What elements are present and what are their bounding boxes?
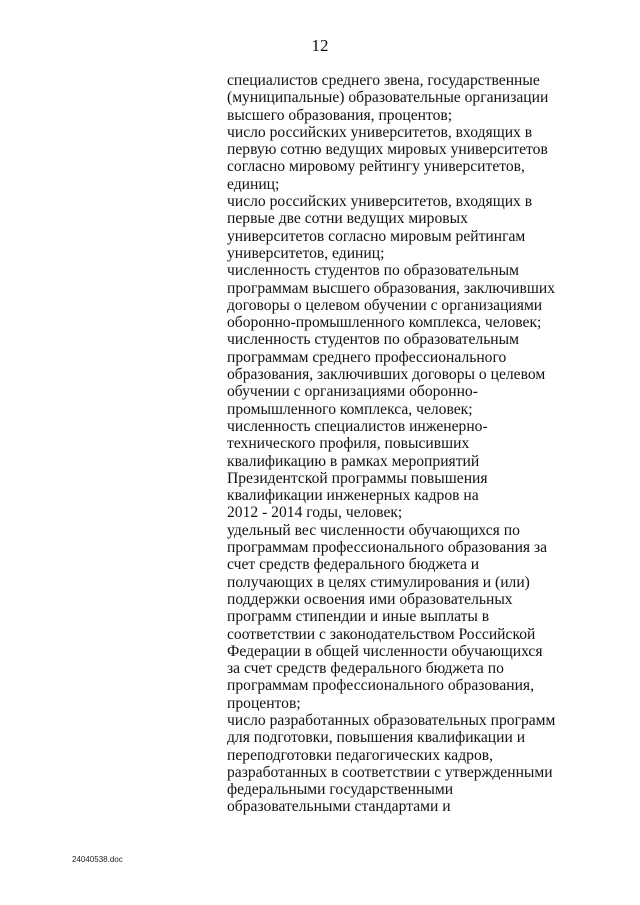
text-line: счет средств федерального бюджета и bbox=[227, 556, 480, 574]
text-line: численность студентов по образовательным bbox=[227, 331, 519, 349]
text-line: за счет средств федерального бюджета по bbox=[227, 660, 504, 678]
footer-filename: 24040538.doc bbox=[72, 855, 123, 864]
text-line: число российских университетов, входящих в bbox=[227, 193, 533, 211]
text-line: специалистов среднего звена, государственные bbox=[227, 72, 540, 89]
text-line: удельный вес численности обучающихся по bbox=[227, 521, 520, 539]
text-line: квалификацию в рамках мероприятий bbox=[227, 452, 480, 470]
text-line: соответствии с законодательством Российской bbox=[227, 625, 536, 643]
text-line: обучении с организациями оборонно- bbox=[227, 383, 478, 401]
text-line: образования, заключивших договоры о целевом bbox=[227, 366, 546, 384]
text-line: переподготовки педагогических кадров, bbox=[227, 746, 493, 764]
text-line: численность специалистов инженерно- bbox=[227, 417, 488, 435]
text-line: число российских университетов, входящих в bbox=[227, 123, 533, 141]
text-line: квалификации инженерных кадров на bbox=[227, 487, 479, 505]
text-line: программам среднего профессионального bbox=[227, 348, 507, 366]
text-line: программам профессионального образования за bbox=[227, 539, 548, 557]
text-line: федеральными государственными bbox=[227, 781, 454, 799]
text-line: технического профиля, повысивших bbox=[227, 435, 470, 453]
text-line: для подготовки, повышения квалификации и bbox=[227, 729, 526, 747]
text-line: разработанных в соответствии с утвержденными bbox=[227, 763, 553, 781]
text-line: численность студентов по образовательным bbox=[227, 262, 519, 280]
text-line: образовательными стандартами и bbox=[227, 798, 451, 816]
page-number: 12 bbox=[311, 36, 329, 55]
text-line: согласно мировому рейтингу университетов, bbox=[227, 158, 525, 176]
text-line: получающих в целях стимулирования и (или) bbox=[227, 573, 530, 591]
text-line: Федерации в общей численности обучающихся bbox=[227, 642, 543, 660]
text-line: число разработанных образовательных программ bbox=[227, 711, 556, 729]
text-line: программам профессионального образования, bbox=[227, 677, 535, 695]
text-line: единиц; bbox=[227, 175, 280, 193]
text-line: высшего образования, процентов; bbox=[227, 106, 453, 124]
text-line: университетов согласно мировым рейтингам bbox=[227, 227, 526, 245]
text-line: процентов; bbox=[227, 694, 301, 712]
text-line: поддержки освоения ими образовательных bbox=[227, 590, 513, 608]
text-line: оборонно-промышленного комплекса, человек; bbox=[227, 314, 542, 332]
text-line: (муниципальные) образовательные организации bbox=[227, 89, 549, 107]
document-body bbox=[227, 72, 627, 816]
text-line: программам высшего образования, заключивших bbox=[227, 279, 556, 297]
text-line: программ стипендии и иные выплаты в bbox=[227, 608, 490, 626]
text-line: договоры о целевом обучении с организациями bbox=[227, 296, 543, 314]
text-line: первую сотню ведущих мировых университетов bbox=[227, 141, 548, 159]
text-line: университетов, единиц; bbox=[227, 244, 385, 262]
text-line: первые две сотни ведущих мировых bbox=[227, 210, 468, 228]
text-line: 2012 - 2014 годы, человек; bbox=[227, 504, 403, 522]
text-line: промышленного комплекса, человек; bbox=[227, 400, 473, 418]
text-line: Президентской программы повышения bbox=[227, 469, 488, 487]
